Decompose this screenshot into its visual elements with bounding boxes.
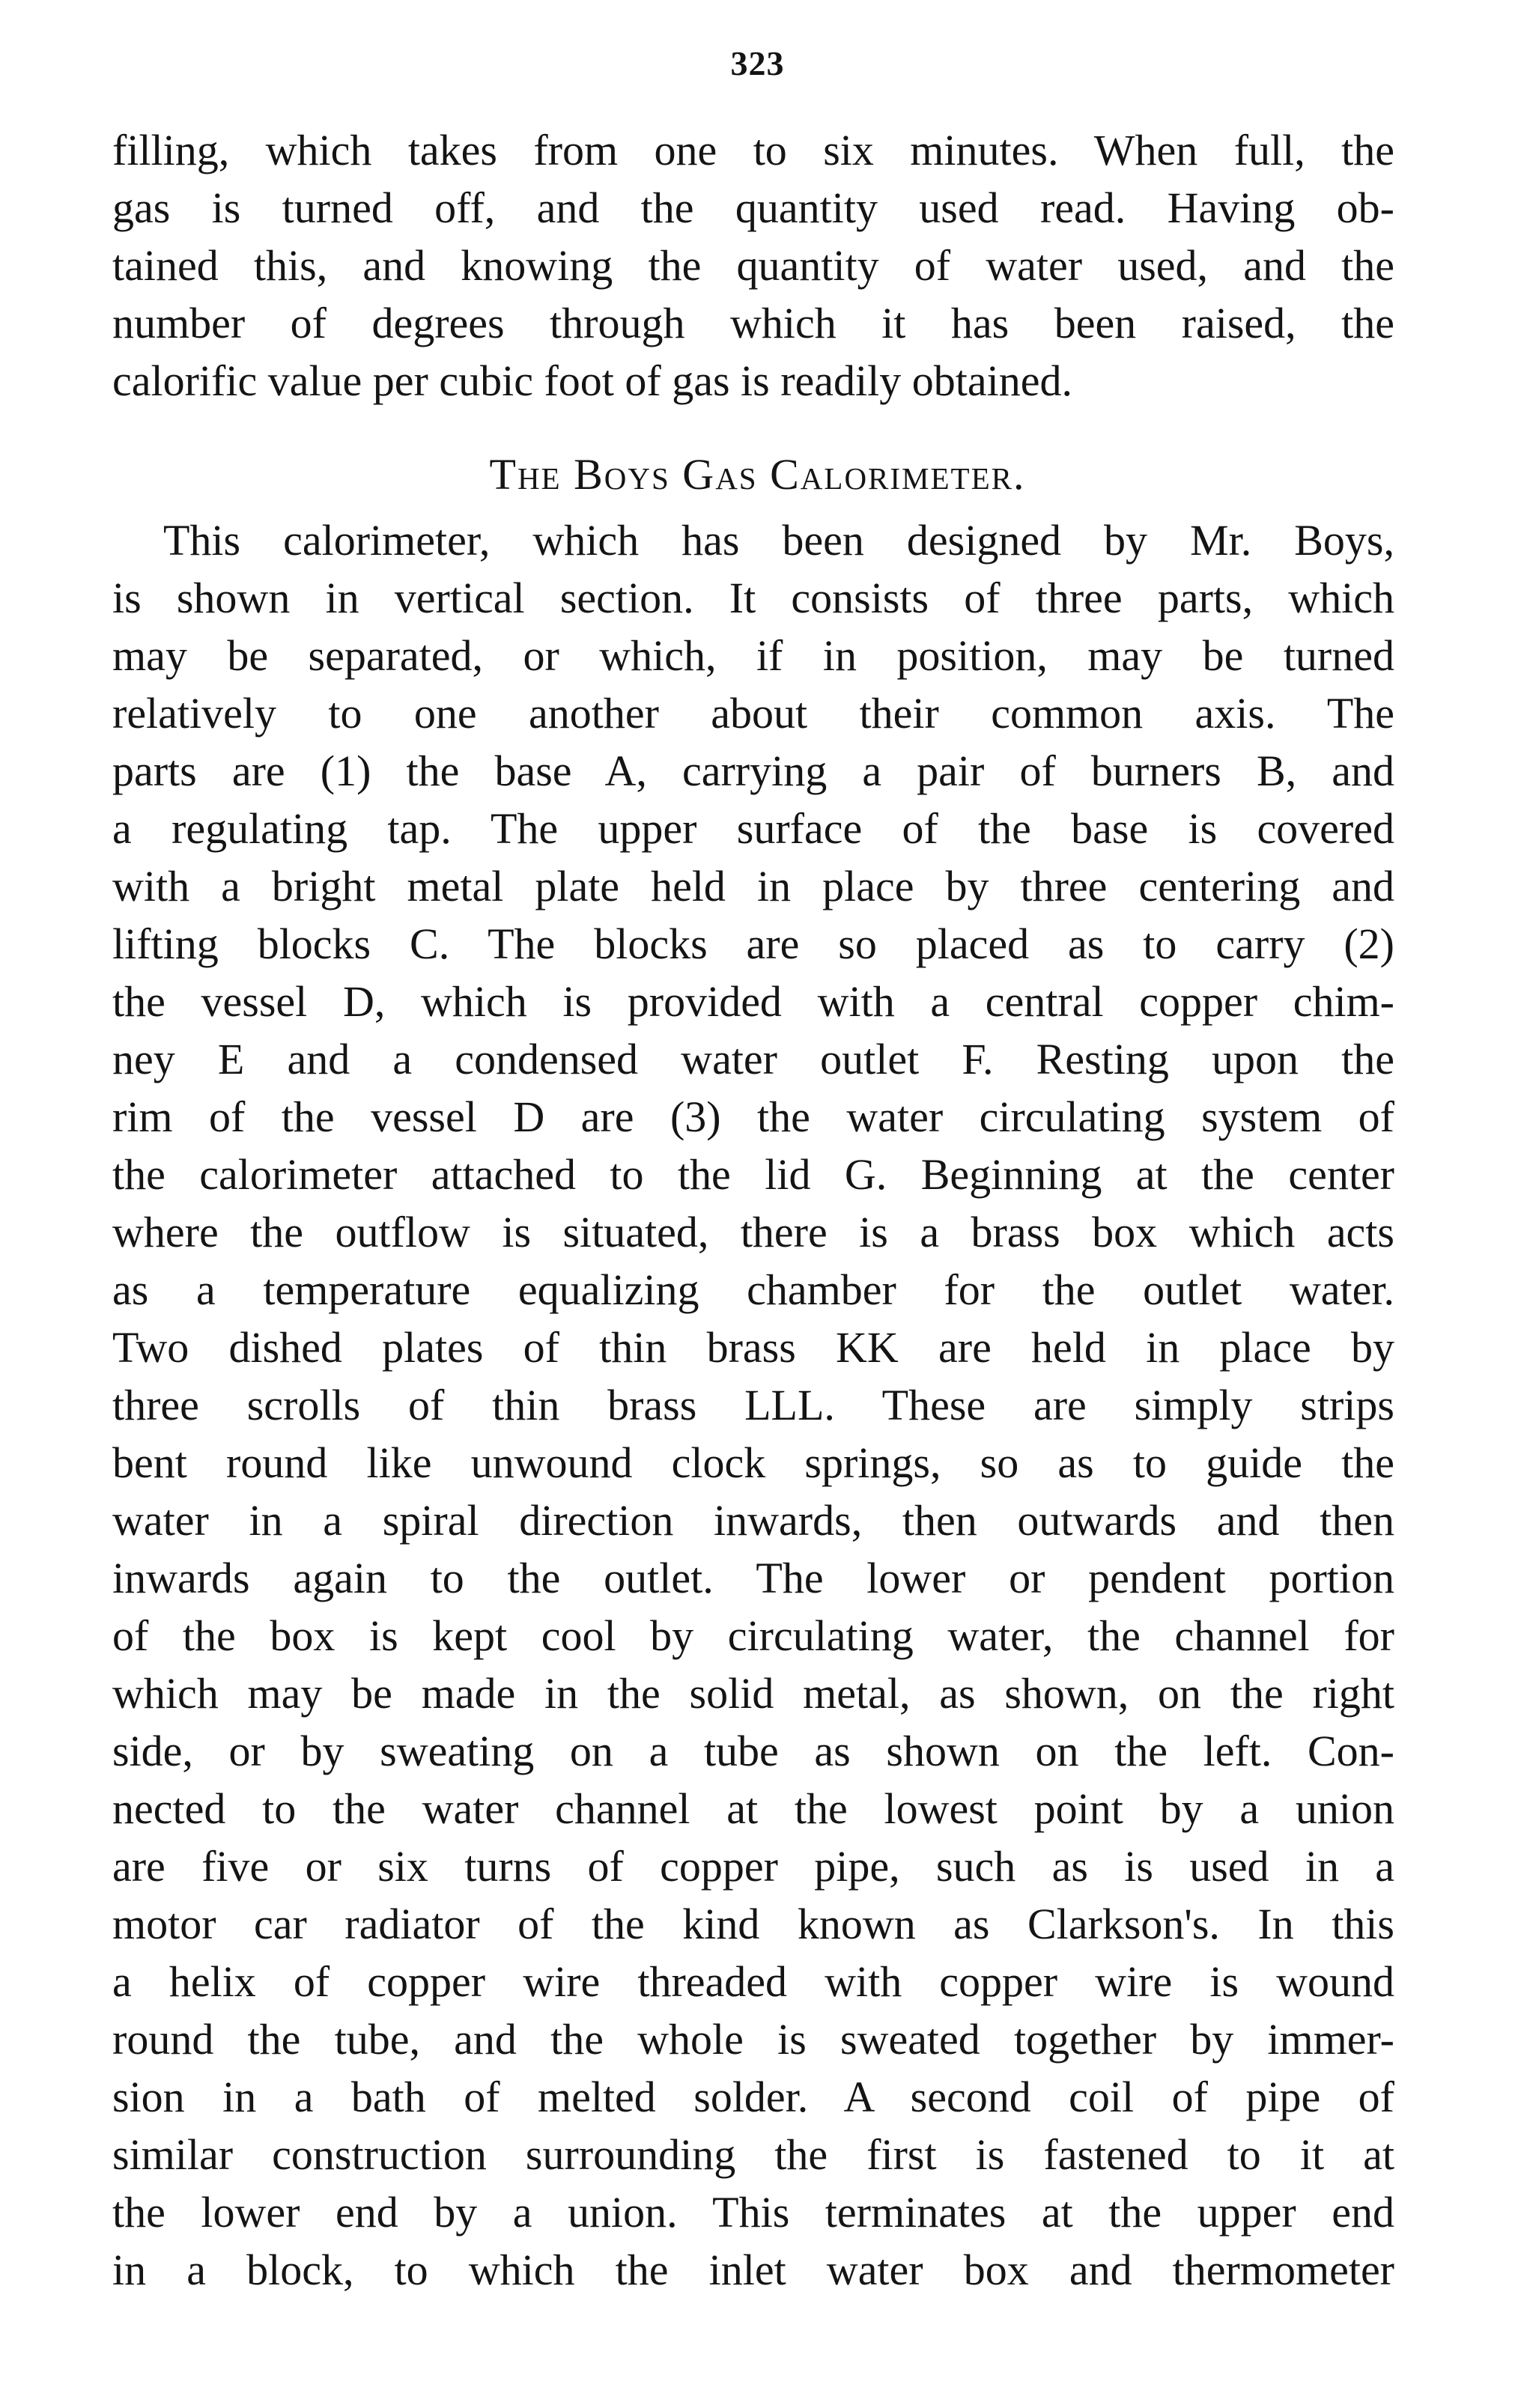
text-line: in a block, to which the inlet water box and thermometer (112, 2246, 1394, 2294)
text-line: ney E and a condensed water outlet F. Resting upon the (112, 1035, 1394, 1083)
text-line: where the outflow is situated, there is a brass box which acts (112, 1208, 1394, 1256)
text-line: relatively to one another about their common axis. The (112, 689, 1394, 738)
text-line: round the tube, and the whole is sweated together by immer- (112, 2015, 1394, 2064)
text-line: three scrolls of thin brass LLL. These are simply strips (112, 1381, 1394, 1429)
text-line: similar construction surrounding the first is fastened to it at (112, 2130, 1394, 2179)
text-line: with a bright metal plate held in place by three centering and (112, 862, 1394, 910)
text-line: the calorimeter attached to the lid G. Beginning at the center (112, 1150, 1394, 1199)
text-line: This calorimeter, which has been designed by Mr. Boys, (163, 516, 1394, 565)
paragraph-boys-calorimeter (112, 511, 1394, 2299)
text-line: side, or by sweating on a tube as shown on the left. Con- (112, 1727, 1394, 1775)
page-number: 323 (730, 44, 785, 82)
text-line: of the box is kept cool by circulating water, the channel for (112, 1611, 1394, 1660)
text-line: motor car radiator of the kind known as Clarkson's. In this (112, 1900, 1394, 1948)
text-line: sion in a bath of melted solder. A second coil of pipe of (112, 2073, 1394, 2121)
text-line: which may be made in the solid metal, as shown, on the right (112, 1669, 1394, 1718)
text-line: lifting blocks C. The blocks are so placed as to carry (2) (112, 919, 1394, 968)
text-line: the vessel D, which is provided with a central copper chim- (112, 977, 1394, 1026)
section-heading-text: The Boys Gas Calorimeter. (489, 450, 1026, 499)
text-line: gas is turned off, and the quantity used read. Having ob- (112, 183, 1394, 232)
text-line: inwards again to the outlet. The lower or pendent portion (112, 1554, 1394, 1602)
text-line: parts are (1) the base A, carrying a pair of burners B, and (112, 747, 1394, 795)
paragraph-intro (112, 121, 1394, 410)
text-line: may be separated, or which, if in position, may be turned (112, 631, 1394, 680)
section-heading (0, 446, 1515, 503)
text-line: as a temperature equalizing chamber for the outlet water. (112, 1265, 1394, 1314)
text-line: calorific value per cubic foot of gas is readily obtained. (112, 356, 1072, 405)
text-line: a helix of copper wire threaded with copper wire is wound (112, 1957, 1394, 2006)
text-line: is shown in vertical section. It consists of three parts, which (112, 574, 1394, 622)
text-line: rim of the vessel D are (3) the water circulating system of (112, 1092, 1394, 1141)
text-line: a regulating tap. The upper surface of the base is covered (112, 804, 1394, 853)
text-line: filling, which takes from one to six minutes. When full, the (112, 126, 1394, 174)
text-line: number of degrees through which it has been raised, the (112, 299, 1394, 347)
text-line: Two dished plates of thin brass KK are held in place by (112, 1323, 1394, 1372)
text-line: are five or six turns of copper pipe, such as is used in a (112, 1842, 1394, 1891)
text-line: water in a spiral direction inwards, then outwards and then (112, 1496, 1394, 1545)
text-line: tained this, and knowing the quantity of water used, and the (112, 241, 1394, 290)
text-line: bent round like unwound clock springs, so as to guide the (112, 1438, 1394, 1487)
text-line: nected to the water channel at the lowest point by a union (112, 1784, 1394, 1833)
text-line: the lower end by a union. This terminates at the upper end (112, 2188, 1394, 2237)
